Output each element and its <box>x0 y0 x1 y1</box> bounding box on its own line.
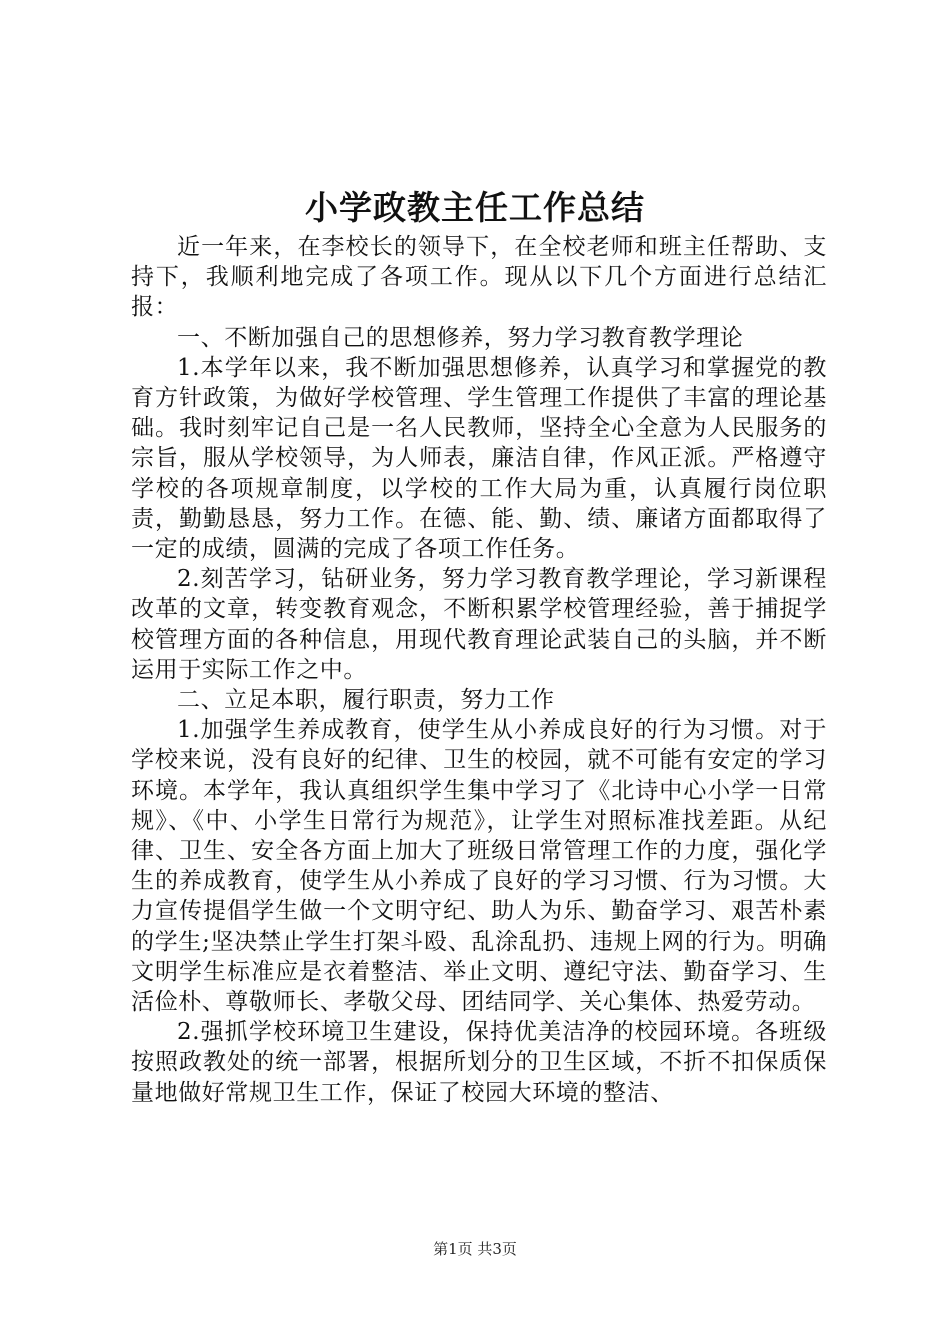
section-heading-2: 二、立足本职，履行职责，努力工作 <box>177 687 555 714</box>
section-heading-1: 一、不断加强自己的思想修养，努力学习教育教学理论 <box>177 324 744 351</box>
paragraph-2-2: 2.强抓学校环境卫生建设，保持优美洁净的校园环境。各班级按照政教处的统一部署，根据所划分的卫生区域，不折不扣保质保量地做好常规卫生工作，保证了校园大环境的整洁、 <box>131 1019 827 1106</box>
page-footer: 第1页 共3页 <box>433 1240 517 1258</box>
paragraph-1-2: 2.刻苦学习，钻研业务，努力学习教育教学理论，学习新课程改革的文章，转变教育观念，不断积累学校管理经验，善于捕捉学校管理方面的各种信息，用现代教育理论武装自己的头脑，并不断运用于实际工作之中。 <box>131 566 827 683</box>
document-title: 小学政教主任工作总结 <box>305 188 645 227</box>
paragraph-2-1: 1.加强学生养成教育，使学生从小养成良好的行为习惯。对于学校来说，没有良好的纪律、卫生的校园，就不可能有安定的学习环境。本学年，我认真组织学生集中学习了《北诗中心小学一日常规》、《中、小学生日常行为规范》，让学生对照标准找差距。从纪律、卫生、安全各方面上加大了班级日常管理工作的力度，强化学生的养成教育，使学生从小养成了良好的学习习惯、行为习惯。大力宣传提倡学生做一个文明守纪、助人为乐、勤奋学习、艰苦朴素的学生;坚决禁止学生打架斗殴、乱涂乱扔、违规上网的行为。明确文明学生标准应是衣着整洁、举止文明、遵纪守法、勤奋学习、生活俭朴、尊敬师长、孝敬父母、团结同学、关心集体、热爱劳动。 <box>131 717 827 1016</box>
document-body <box>131 232 827 1108</box>
paragraph-1-1: 1.本学年以来，我不断加强思想修养，认真学习和掌握党的教育方针政策，为做好学校管理、学生管理工作提供了丰富的理论基础。我时刻牢记自己是一名人民教师，坚持全心全意为人民服务的宗旨，服从学校领导，为人师表，廉洁自律，作风正派。严格遵守学校的各项规章制度，以学校的工作大局为重，认真履行岗位职责，勤勤恳恳，努力工作。在德、能、勤、绩、廉诸方面都取得了一定的成绩，圆满的完成了各项工作任务。 <box>131 354 827 563</box>
paragraph-intro: 近一年来，在李校长的领导下，在全校老师和班主任帮助、支持下，我顺利地完成了各项工作。现从以下几个方面进行总结汇报： <box>131 234 827 321</box>
